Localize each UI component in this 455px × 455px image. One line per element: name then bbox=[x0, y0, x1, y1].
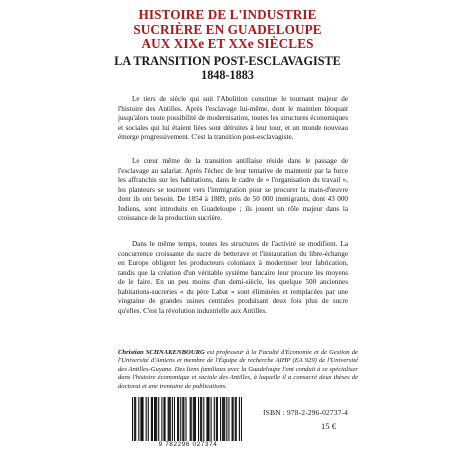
author-name: Christian SCHNAKENBOURG bbox=[118, 349, 205, 356]
barcode-bar bbox=[154, 397, 155, 441]
blurb-text-3 bbox=[118, 240, 348, 316]
barcode-bar bbox=[168, 397, 169, 441]
blurb-paragraph-2: Le cœur même de la transition antillaise réside dans le passage de l'esclavage au salariat. Après l'échec de leur tentative de maintenir par la force les affranchis sur les habitations, dans le cadre de « l'organisation du travail », les planteurs se tournent vers l'immigration pour se procurer la main-d'œuvre dont ils ont besoin. De 1854 à 1889, près de 50 000 immigrants, dont 43 000 Indiens, sont introduits en Guadeloupe ; ils jouent un rôle majeur dans la croissance de la production sucrière. bbox=[118, 157, 348, 222]
barcode-bar bbox=[216, 397, 217, 441]
barcode-bar bbox=[206, 397, 207, 441]
barcode-bar bbox=[226, 397, 227, 441]
book-subtitle bbox=[0, 54, 455, 82]
barcode-bar bbox=[177, 397, 178, 441]
barcode-bar bbox=[138, 397, 139, 441]
barcode-bar bbox=[228, 397, 229, 441]
isbn-label: ISBN : 978-2-296-02737-4 bbox=[263, 408, 349, 417]
barcode-bar bbox=[158, 397, 159, 441]
barcode-bar bbox=[142, 397, 143, 441]
blurb-paragraph-3: Dans le même temps, toutes les structures de l'activité se modifient. La concurrence croissante du sucre de betterave et l'instauration du libre-échange en Europe obligent les producteurs coloniaux à moderniser leur fabrication, tandis que la création d'un véritable système bancaire leur procure les moyens de le faire. En un peu moins d'un demi-siècle, les quelque 500 anciennes habitations-sucreries « du père Labat » sont éliminées et remplacées par une vingtaine de grandes usines centrales produisant deux fois plus de sucre qu'elles. C'est la révolution industrielle aux Antilles. bbox=[118, 240, 348, 315]
barcode-bar bbox=[146, 397, 147, 441]
barcode-digits: 9 782296 027374 bbox=[158, 441, 218, 448]
barcode-bar bbox=[198, 397, 199, 441]
barcode-bar bbox=[155, 397, 156, 441]
barcode-bar bbox=[148, 397, 149, 441]
blurb-paragraph-1: Le tiers de siècle qui suit l'Abolition constitue le tournant majeur de l'histoire des Antilles. Après l'esclavage lui-même, dont le maintien bloquait jusqu'alors toute possibilité de modernisation, toutes les structures économiques et sociales qui lui étaient liées sont détruites à leur tour, et un monde nouveau émerge progressivement. C'est la transition post-esclavagiste. bbox=[118, 95, 348, 141]
barcode-bar bbox=[220, 397, 221, 441]
barcode-bar bbox=[151, 397, 152, 441]
barcode-bar bbox=[169, 397, 170, 441]
barcode-bar bbox=[214, 397, 215, 441]
barcode-bar bbox=[152, 397, 153, 441]
barcode-bar bbox=[170, 397, 171, 441]
barcode-bar bbox=[183, 397, 184, 441]
barcode-bar bbox=[217, 397, 218, 441]
price-label: 15 € bbox=[321, 421, 337, 431]
barcode-bar bbox=[140, 397, 141, 441]
barcode-bar bbox=[236, 397, 237, 441]
barcode-bar bbox=[178, 397, 179, 441]
barcode-bar bbox=[232, 397, 233, 441]
barcode-bar bbox=[207, 397, 208, 441]
barcode-bar bbox=[223, 397, 224, 441]
blurb-text-2 bbox=[118, 157, 348, 224]
barcode-bar bbox=[193, 397, 194, 441]
barcode-bar bbox=[233, 397, 234, 441]
barcode-bar bbox=[185, 397, 186, 441]
barcode bbox=[132, 397, 242, 441]
barcode-bar bbox=[195, 397, 196, 441]
title-line-2: SUCRIÈRE EN GUADELOUPE bbox=[133, 21, 322, 37]
book-title bbox=[0, 8, 455, 52]
barcode-bar bbox=[163, 397, 164, 441]
barcode-bar bbox=[156, 397, 157, 441]
barcode-bar bbox=[174, 397, 175, 441]
barcode-bar bbox=[172, 397, 173, 441]
subtitle-line-1: LA TRANSITION POST-ESCLAVAGISTE bbox=[114, 54, 341, 68]
barcode-bar bbox=[200, 397, 201, 441]
barcode-bar bbox=[164, 397, 165, 441]
barcode-bar bbox=[182, 397, 183, 441]
barcode-bar bbox=[194, 397, 195, 441]
barcode-bar bbox=[211, 397, 212, 441]
author-bio-text: est professeur à la Faculté d'Économie et de Gestion de l'Université d'Amiens et membre de l'Équipe de recherche AIHP (EA 929) de l'Université des Antilles-Guyane. Des liens familiaux avec la Guadeloupe l'ont conduit à se spécialiser dans l'histoire économique et sociale des Antilles, à laquelle il a consacré deux thèses de doctorat et une trentaine de publications. bbox=[118, 349, 358, 390]
barcode-bar bbox=[191, 397, 192, 441]
barcode-bar bbox=[241, 397, 242, 441]
barcode-bar bbox=[224, 397, 225, 441]
blurb-text bbox=[118, 95, 348, 143]
barcode-bar bbox=[208, 397, 209, 441]
barcode-bar bbox=[180, 397, 181, 441]
barcode-bar bbox=[141, 397, 142, 441]
barcode-bar bbox=[132, 397, 133, 441]
barcode-bar bbox=[235, 397, 236, 441]
author-bio bbox=[118, 349, 358, 391]
subtitle-line-2: 1848-1883 bbox=[201, 68, 254, 82]
barcode-bar bbox=[135, 397, 136, 441]
title-line-3: AUX XIXe ET XXe SIÈCLES bbox=[141, 36, 314, 52]
barcode-bar bbox=[161, 397, 162, 441]
barcode-bar bbox=[190, 397, 191, 441]
barcode-bar bbox=[203, 397, 204, 441]
barcode-bar bbox=[239, 397, 240, 441]
barcode-bar bbox=[201, 397, 202, 441]
barcode-bar bbox=[134, 397, 135, 441]
barcode-bar bbox=[222, 397, 223, 441]
title-line-1: HISTOIRE DE L'INDUSTRIE bbox=[138, 7, 317, 22]
